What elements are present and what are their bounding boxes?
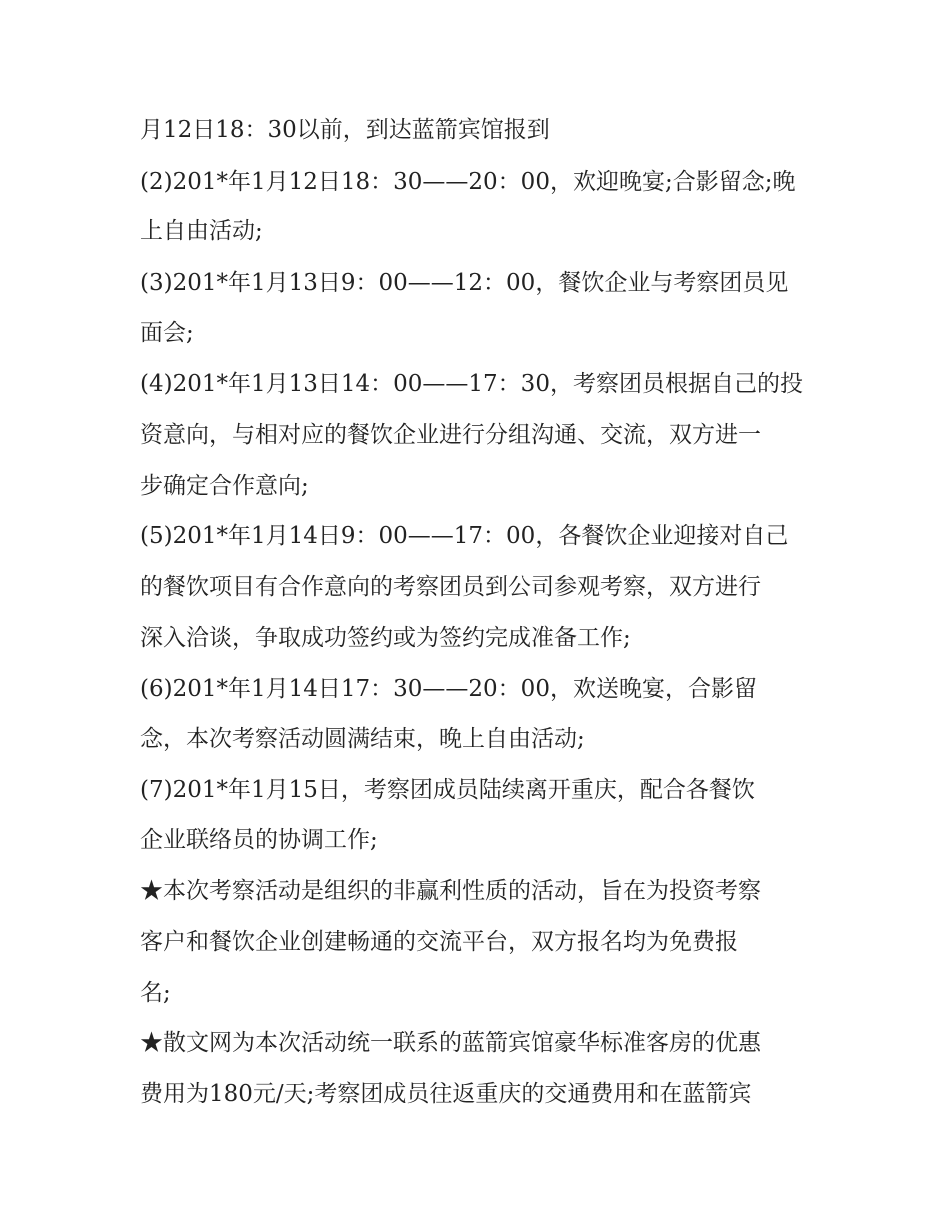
text-line: (6)201*年1月14日17：30——20：00，欢送晚宴，合影留 [140, 676, 757, 702]
text-line: 企业联络员的协调工作; [140, 827, 378, 853]
text-line: 上自由活动; [140, 218, 263, 244]
text-line: (3)201*年1月13日9：00——12：00，餐饮企业与考察团员见 [140, 270, 789, 296]
text-line: 资意向，与相对应的餐饮企业进行分组沟通、交流，双方进一 [140, 422, 761, 448]
text-line: 念，本次考察活动圆满结束，晚上自由活动; [140, 726, 585, 752]
text-line: 费用为180元/天;考察团成员往返重庆的交通费用和在蓝箭宾 [140, 1081, 752, 1107]
text-line: (2)201*年1月12日18：30——20：00，欢迎晚宴;合影留念;晚 [140, 169, 796, 195]
text-line: ★散文网为本次活动统一联系的蓝箭宾馆豪华标准客房的优惠 [140, 1030, 761, 1056]
text-line: (5)201*年1月14日9：00——17：00，各餐饮企业迎接对自己 [140, 523, 789, 549]
text-line: 月12日18：30以前，到达蓝箭宾馆报到 [140, 117, 550, 143]
text-line: 步确定合作意向; [140, 473, 309, 499]
text-line: 的餐饮项目有合作意向的考察团员到公司参观考察，双方进行 [140, 574, 761, 600]
text-line: ★本次考察活动是组织的非赢利性质的活动，旨在为投资考察 [140, 878, 761, 904]
text-line: (4)201*年1月13日14：00——17：30，考察团员根据自己的投 [140, 371, 803, 397]
text-line: 面会; [140, 320, 194, 346]
text-line: 深入洽谈，争取成功签约或为签约完成准备工作; [140, 625, 631, 651]
text-line: 客户和餐饮企业创建畅通的交流平台，双方报名均为免费报 [140, 929, 738, 955]
text-line: 名; [140, 980, 171, 1006]
text-line: (7)201*年1月15日，考察团成员陆续离开重庆，配合各餐饮 [140, 777, 755, 803]
